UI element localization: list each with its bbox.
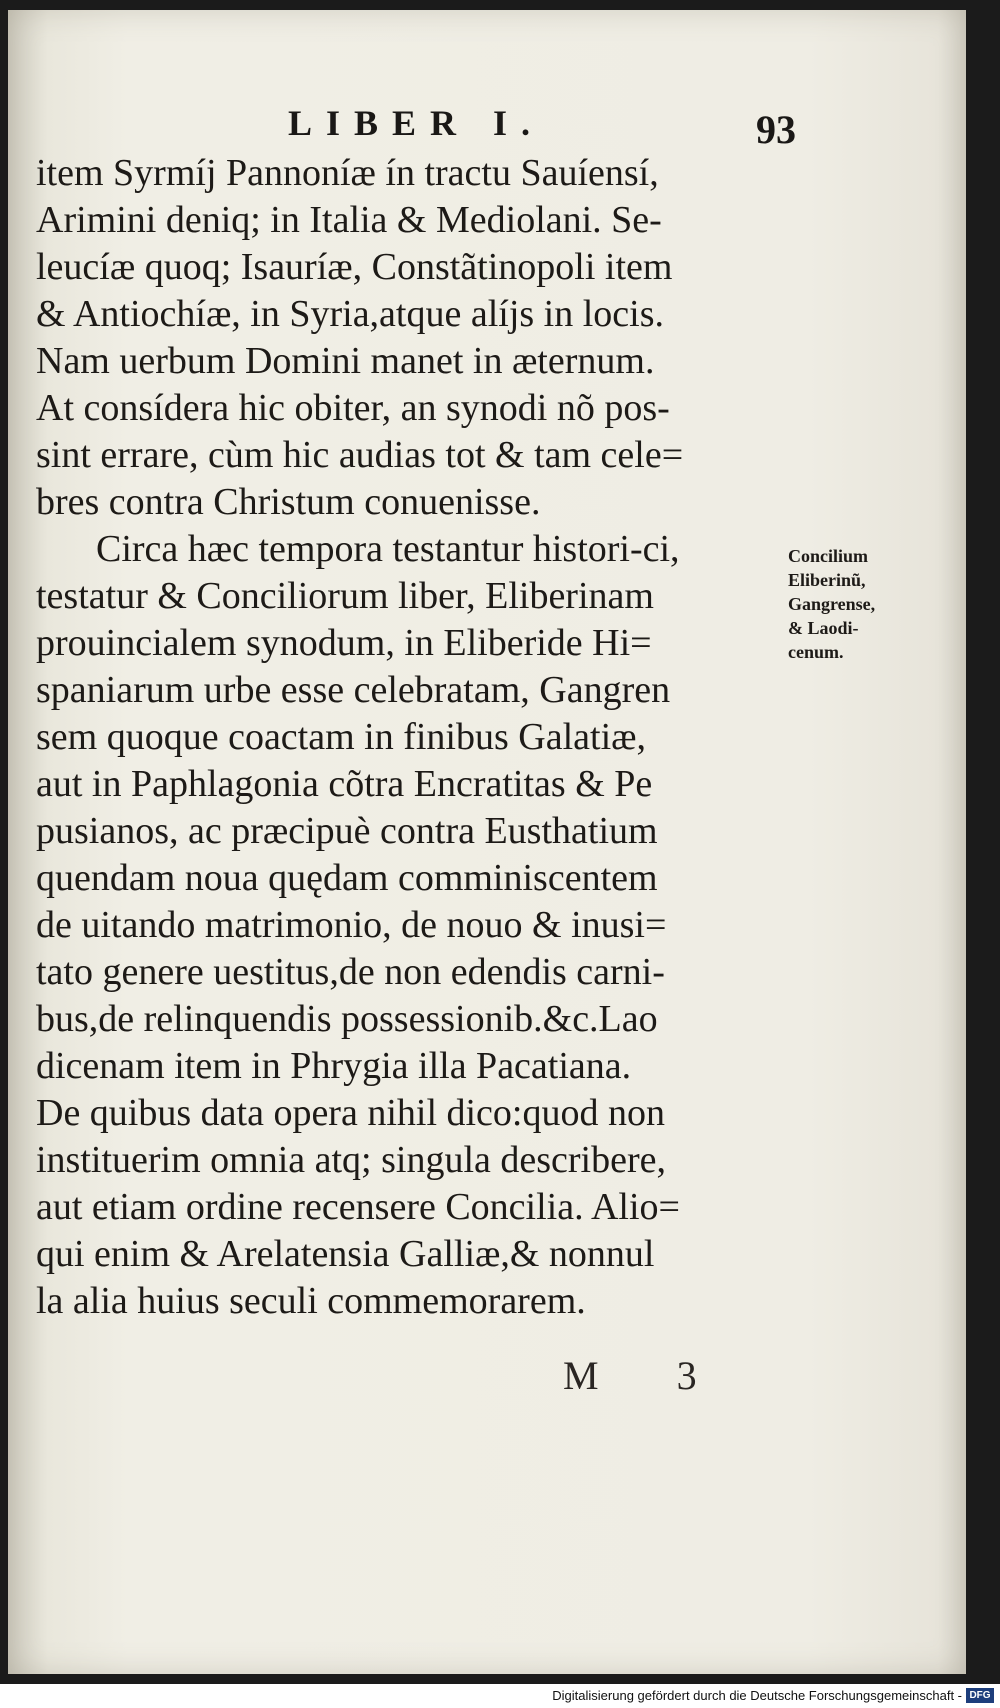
- margin-note-line: Eliberinũ,: [788, 570, 866, 590]
- text-line: qui enim & Arelatensia Galliæ,& nonnul: [36, 1233, 655, 1275]
- text-line: Arimini deniq; in Italia & Mediolani. Se-: [36, 199, 662, 241]
- text-line: aut etiam ordine recensere Concilia. Alio=: [36, 1186, 680, 1228]
- margin-note-line: cenum.: [788, 642, 844, 662]
- text-line: instituerim omnia atq; singula describere,: [36, 1139, 667, 1181]
- text-line: prouincialem synodum, in Eliberide Hi=: [36, 622, 652, 664]
- text-line: spaniarum urbe esse celebratam, Gangren: [36, 669, 671, 711]
- text-line: Nam uerbum Domini manet in æternum.: [36, 340, 655, 382]
- text-line: testatur & Conciliorum liber, Eliberinam: [36, 575, 654, 617]
- text-line: sint errare, cùm hic audias tot & tam cele=: [36, 434, 684, 476]
- text-line: & Antiochíæ, in Syria,atque alíjs in locis.: [36, 293, 665, 335]
- footer-credit: Digitalisierung gefördert durch die Deutsche Forschungsgemeinschaft -: [552, 1688, 962, 1703]
- page-number: 93: [756, 107, 796, 152]
- margin-note: [788, 544, 958, 664]
- text-line: pusianos, ac præcipuè contra Eusthatium: [36, 810, 658, 852]
- running-head: LIBER I.: [288, 103, 545, 143]
- text-line: bus,de relinquendis possessionib.&c.Lao: [36, 998, 658, 1040]
- text-line: De quibus data opera nihil dico:quod non: [36, 1092, 665, 1134]
- text-line: quendam noua quędam comminiscentem: [36, 857, 658, 899]
- text-line: Circa hæc tempora testantur histori-ci,: [96, 528, 680, 570]
- margin-note-line: & Laodi-: [788, 618, 859, 638]
- text-line: bres contra Christum conuenisse.: [36, 481, 541, 523]
- text-line: leucíæ quoq; Isauríæ, Constãtinopoli item: [36, 246, 673, 288]
- page-header: [8, 92, 808, 152]
- text-line: tato genere uestitus,de non edendis carni-: [36, 951, 665, 993]
- text-line: de uitando matrimonio, de nouo & inusi=: [36, 904, 667, 946]
- signature-mark: M 3: [563, 1353, 731, 1398]
- text-line: la alia huius seculi commemorarem.: [36, 1280, 586, 1322]
- text-line: dicenam item in Phrygia illa Pacatiana.: [36, 1045, 632, 1087]
- text-line: item Syrmíj Pannoníæ ín tractu Sauíensí,: [36, 152, 659, 194]
- text-line: At consídera hic obiter, an synodi nõ pos-: [36, 387, 670, 429]
- text-line: aut in Paphlagonia cõtra Encratitas & Pe: [36, 763, 653, 805]
- book-page: [8, 10, 966, 1674]
- text-line: sem quoque coactam in finibus Galatiæ,: [36, 716, 646, 758]
- margin-note-line: Gangrense,: [788, 594, 876, 614]
- footer-bar: [0, 1684, 1000, 1708]
- body-text: [36, 150, 796, 1325]
- dfg-logo: DFG: [966, 1688, 994, 1703]
- margin-note-line: Concilium: [788, 546, 869, 566]
